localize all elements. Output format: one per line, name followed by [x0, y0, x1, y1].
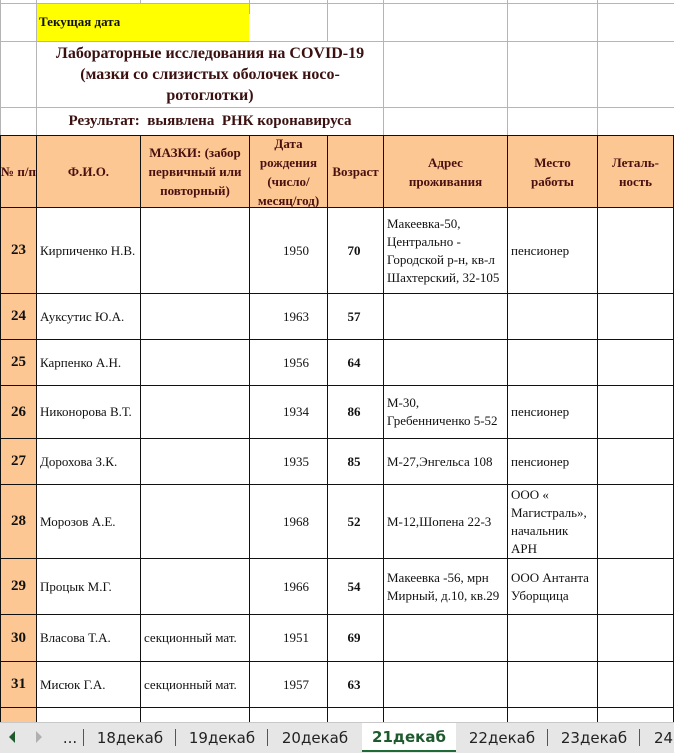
swab-cell[interactable]: секционный мат. [141, 615, 250, 662]
row-number[interactable]: 24 [0, 294, 37, 340]
birth-year-cell[interactable]: 1968 [250, 485, 328, 559]
row-number[interactable]: 29 [0, 559, 37, 615]
address-cell[interactable]: М-27,Энгельса 108 [384, 439, 508, 485]
birth-year-cell[interactable]: 1963 [250, 294, 328, 340]
row-number[interactable]: 30 [0, 615, 37, 662]
fio-cell[interactable]: Процык М.Г. [37, 559, 141, 615]
swab-cell[interactable] [141, 439, 250, 485]
address-cell[interactable]: Макеевка-50, Центрально - Городской р-н, кв-л Шахтерский, 32-105 [384, 208, 508, 294]
lethality-cell-empty[interactable] [598, 708, 674, 722]
address-cell-empty[interactable] [384, 708, 508, 722]
birth-year-cell-empty[interactable] [250, 708, 328, 722]
lethality-cell[interactable] [598, 559, 674, 615]
birth-year-cell[interactable]: 1956 [250, 340, 328, 386]
gridline [507, 0, 508, 135]
age-cell[interactable]: 63 [328, 662, 384, 708]
fio-cell-empty[interactable] [37, 708, 141, 722]
workplace-cell-empty[interactable] [508, 708, 598, 722]
tab-ellipsis[interactable]: ... [56, 723, 84, 752]
header-lethality[interactable]: Леталь-ность [598, 136, 674, 208]
header-fio[interactable]: Ф.И.О. [37, 136, 141, 208]
header-address[interactable]: Адрес проживания [384, 136, 508, 208]
workplace-cell[interactable]: пенсионер [508, 439, 598, 485]
current-date-cell[interactable]: Текущая дата [37, 4, 249, 41]
gridline [327, 0, 328, 41]
tab-23dec[interactable]: 23декаб [548, 723, 640, 752]
header-num[interactable]: № п/п [0, 136, 37, 208]
address-cell[interactable] [384, 340, 508, 386]
lethality-cell[interactable] [598, 294, 674, 340]
age-cell[interactable]: 86 [328, 386, 384, 439]
row-number[interactable]: 31 [0, 662, 37, 708]
gridline [383, 0, 384, 135]
swab-cell[interactable] [141, 340, 250, 386]
row-number[interactable]: 23 [0, 208, 37, 294]
workplace-cell[interactable]: ООО « Магистраль», начальник АРН [508, 485, 598, 559]
swab-cell[interactable]: секционный мат. [141, 662, 250, 708]
swab-cell[interactable] [141, 294, 250, 340]
header-birth-date[interactable]: Дата рождения (число/ месяц/год) [250, 136, 328, 208]
age-cell[interactable]: 54 [328, 559, 384, 615]
tab-18dec[interactable]: 18декаб [84, 723, 176, 752]
address-cell[interactable]: М-30, Гребенниченко 5-52 [384, 386, 508, 439]
title-line-2: (мазки со слизистых оболочек носо- [80, 66, 340, 83]
fio-cell[interactable]: Ауксутис Ю.А. [37, 294, 141, 340]
age-cell[interactable]: 70 [328, 208, 384, 294]
birth-year-cell[interactable]: 1934 [250, 386, 328, 439]
scroll-right-arrow-icon[interactable] [36, 731, 42, 743]
fio-cell[interactable]: Власова Т.А. [37, 615, 141, 662]
birth-year-cell[interactable]: 1951 [250, 615, 328, 662]
swab-cell[interactable] [141, 485, 250, 559]
row-number[interactable]: 28 [0, 485, 37, 559]
address-cell[interactable] [384, 615, 508, 662]
swab-cell[interactable] [141, 208, 250, 294]
fio-cell[interactable]: Никонорова В.Т. [37, 386, 141, 439]
age-cell[interactable]: 57 [328, 294, 384, 340]
birth-year-cell[interactable]: 1935 [250, 439, 328, 485]
age-cell[interactable]: 64 [328, 340, 384, 386]
address-cell[interactable] [384, 662, 508, 708]
fio-cell[interactable]: Морозов А.Е. [37, 485, 141, 559]
swab-cell-empty[interactable] [141, 708, 250, 722]
row-number[interactable]: 26 [0, 386, 37, 439]
tab-19dec[interactable]: 19декаб [176, 723, 268, 752]
workplace-cell[interactable]: ООО Антанта Уборщица [508, 559, 598, 615]
title-line-3: ротоглотки) [166, 87, 254, 104]
tab-21dec[interactable]: 21декаб [362, 723, 456, 752]
lethality-cell[interactable] [598, 340, 674, 386]
workplace-cell[interactable] [508, 615, 598, 662]
address-cell[interactable]: М-12,Шопена 22-3 [384, 485, 508, 559]
age-cell[interactable]: 52 [328, 485, 384, 559]
age-cell[interactable]: 85 [328, 439, 384, 485]
address-cell[interactable] [384, 294, 508, 340]
lethality-cell[interactable] [598, 615, 674, 662]
fio-cell[interactable]: Карпенко А.Н. [37, 340, 141, 386]
tab-24dec[interactable]: 24 [654, 728, 674, 747]
result-label[interactable]: Результат: выявлена РНК коронавируса [68, 113, 352, 129]
gridline [597, 0, 598, 135]
header-workplace[interactable]: Место работы [508, 136, 598, 208]
swab-cell[interactable] [141, 386, 250, 439]
scroll-left-arrow-icon[interactable] [9, 731, 15, 743]
row-number-empty[interactable] [0, 708, 37, 722]
row-number[interactable]: 25 [0, 340, 37, 386]
birth-year-cell[interactable]: 1966 [250, 559, 328, 615]
report-title[interactable] [37, 42, 383, 107]
birth-year-cell[interactable]: 1950 [250, 208, 328, 294]
lethality-cell[interactable] [598, 662, 674, 708]
header-age[interactable]: Возраст [328, 136, 384, 208]
lethality-cell[interactable] [598, 208, 674, 294]
workplace-cell[interactable] [508, 294, 598, 340]
swab-cell[interactable] [141, 559, 250, 615]
row-number[interactable]: 27 [0, 439, 37, 485]
workplace-cell[interactable] [508, 340, 598, 386]
fio-cell[interactable]: Дорохова З.К. [37, 439, 141, 485]
tab-20dec[interactable]: 20декаб [281, 728, 349, 747]
workplace-cell[interactable] [508, 662, 598, 708]
workplace-cell[interactable]: пенсионер [508, 208, 598, 294]
workplace-cell[interactable]: пенсионер [508, 386, 598, 439]
age-cell[interactable]: 69 [328, 615, 384, 662]
lethality-cell[interactable] [598, 485, 674, 559]
lethality-cell[interactable] [598, 386, 674, 439]
sheet-tab-bar [0, 722, 674, 753]
tab-22dec[interactable]: 22декаб [456, 723, 548, 752]
fio-cell[interactable]: Мисюк Г.А. [37, 662, 141, 708]
title-line-1: Лабораторные исследования на COVID-19 [55, 45, 365, 62]
lethality-cell[interactable] [598, 439, 674, 485]
birth-year-cell[interactable]: 1957 [250, 662, 328, 708]
fio-cell[interactable]: Кирпиченко Н.В. [37, 208, 141, 294]
age-cell-empty[interactable] [328, 708, 384, 722]
address-cell[interactable]: Макеевка -56, мрн Мирный, д.10, кв.29 [384, 559, 508, 615]
header-swab[interactable]: МАЗКИ: (забор первичный или повторный) [141, 136, 250, 208]
